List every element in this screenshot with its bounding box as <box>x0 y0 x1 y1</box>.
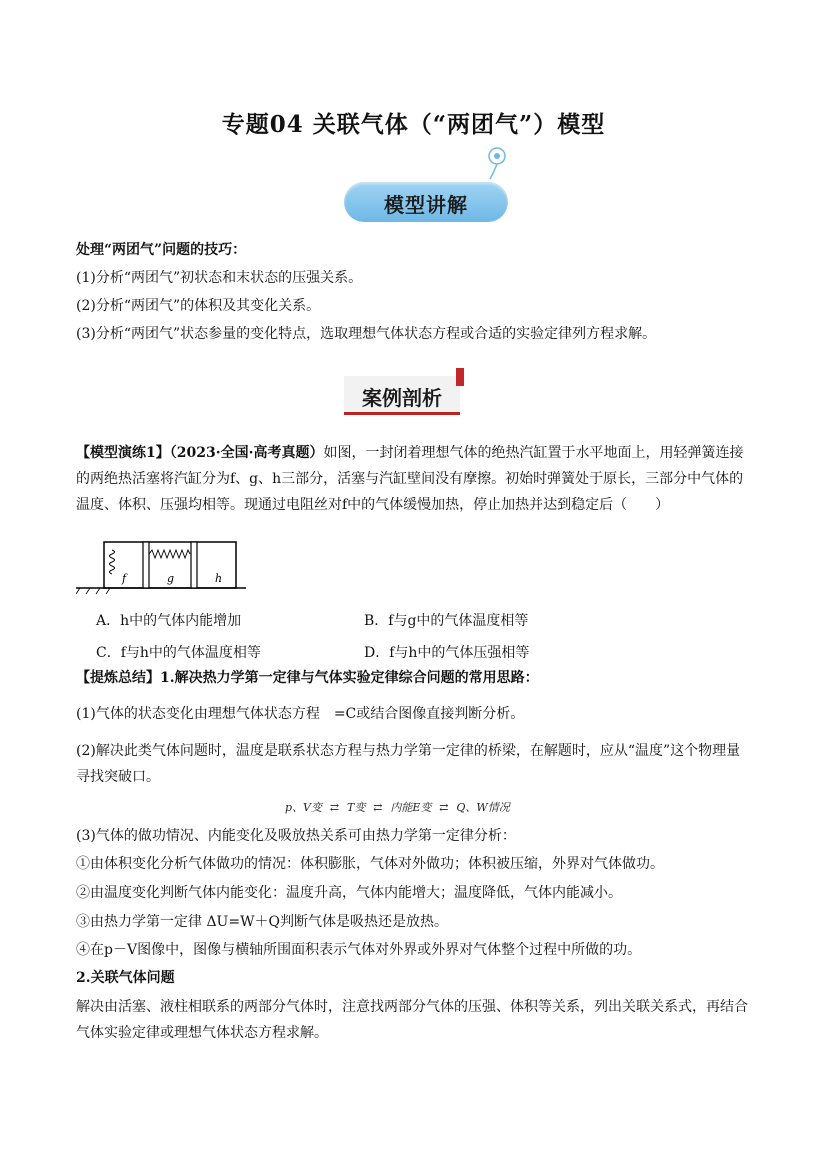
section-badge-model <box>344 178 508 222</box>
summary-item-1: ①由体积变化分析气体做功的情况：体积膨胀，气体对外做功；体积被压缩，外界对气体做功。 <box>76 856 664 872</box>
option-c[interactable]: C．f与h中的气体温度相等 <box>96 645 261 661</box>
summary-heading-1: 1.解决热力学第一定律与气体实验定律综合问题的常用思路： <box>160 670 539 686</box>
figure-label-f: f <box>122 572 127 585</box>
option-d[interactable]: D．f与h中的气体压强相等 <box>364 645 530 661</box>
summary-item-4: ④在p－V图像中，图像与横轴所围面积表示气体对外界或外界对气体整个过程中所做的功。 <box>76 942 642 958</box>
cylinder-figure <box>76 540 246 600</box>
summary-p2: (2)解决此类气体问题时，温度是联系状态方程与热力学第一定律的桥梁，在解题时，应从“温度”这个物理量寻找突破口。 <box>76 743 741 785</box>
page-title: 专题04 关联气体（“两团气”）模型 <box>221 111 606 138</box>
double-arrow-icon: ⇄ <box>439 801 449 814</box>
double-arrow-icon: ⇄ <box>373 801 383 814</box>
relationship-chain <box>285 799 510 815</box>
option-a[interactable]: A．h中的气体内能增加 <box>96 613 242 629</box>
summary-item-3: ③由热力学第一定律 ΔU=W＋Q判断气体是吸热还是放热。 <box>76 914 448 930</box>
chain-step-1: p、V变 <box>285 801 322 814</box>
section-badge-case <box>344 368 474 416</box>
section-badge-model-label: 模型讲解 <box>384 193 468 217</box>
tips-item-1: (1)分析“两团气”初状态和末状态的压强关系。 <box>76 270 363 286</box>
double-arrow-icon: ⇄ <box>329 801 340 814</box>
figure-label-g: g <box>167 572 175 585</box>
example-source: （2023·全国·高考真题） <box>169 445 324 461</box>
section-badge-case-label: 案例剖析 <box>362 386 442 410</box>
chain-step-3: 内能E变 <box>390 801 432 814</box>
tips-heading: 处理“两团气”问题的技巧： <box>76 242 247 258</box>
summary-heading <box>76 668 539 688</box>
summary-item-2: ②由温度变化判断气体内能变化：温度升高，气体内能增大；温度降低，气体内能减小。 <box>76 885 622 901</box>
tips-item-2: (2)分析“两团气”的体积及其变化关系。 <box>76 298 321 314</box>
summary-p4: 解决由活塞、液柱相联系的两部分气体时，注意找两部分气体的压强、体积等关系，列出关联关系式，再结合气体实验定律或理想气体状态方程求解。 <box>76 999 748 1041</box>
figure-label-h: h <box>215 572 223 585</box>
chain-step-2: T变 <box>347 801 366 814</box>
example-question <box>76 440 752 518</box>
example-text: 如图，一封闭着理想气体的绝热汽缸置于水平地面上，用轻弹簧连接的两绝热活塞将汽缸分为f、g、h三部分，活塞与汽缸壁间没有摩擦。初始时弹簧处于原长，三部分中气体的温度、体积、压强均相等。现通过电阻丝对f中的气体缓慢加热，停止加热并达到稳定后（ ） <box>76 445 744 513</box>
summary-p3: (3)气体的做功情况、内能变化及吸放热关系可由热力学第一定律分析： <box>76 828 516 844</box>
tips-item-3: (3)分析“两团气”状态参量的变化特点，选取理想气体状态方程或合适的实验定律列方程求解。 <box>76 326 657 342</box>
chain-step-4: Q、W情况 <box>456 801 510 814</box>
summary-heading-2: 2.关联气体问题 <box>76 970 175 986</box>
summary-tag: 【提炼总结】 <box>76 670 160 686</box>
summary-p1: (1)气体的状态变化由理想气体状态方程 =C或结合图像直接判断分析。 <box>76 706 525 722</box>
dandelion-icon <box>482 146 512 180</box>
option-b[interactable]: B．f与g中的气体温度相等 <box>364 613 529 629</box>
example-tag: 【模型演练1】 <box>76 445 170 461</box>
